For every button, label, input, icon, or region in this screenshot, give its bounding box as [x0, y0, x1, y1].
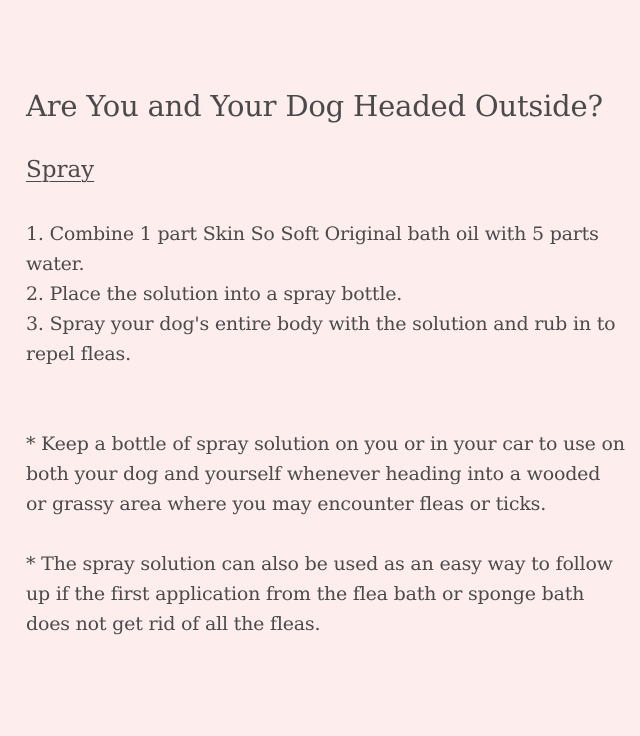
instruction-step: 3. Spray your dog's entire body with the solution and rub in to repel fleas. [26, 313, 616, 365]
notes-section [26, 429, 626, 669]
instruction-step: 2. Place the solution into a spray bottle. [26, 283, 403, 305]
note-paragraph: * The spray solution can also be used as an easy way to follow up if the first application from the flea bath or sponge bath does not get rid of all the fleas. [26, 553, 613, 635]
instruction-step: 1. Combine 1 part Skin So Soft Original bath oil with 5 parts water. [26, 223, 599, 275]
note-paragraph: * Keep a bottle of spray solution on you or in your car to use on both your dog and yourself whenever heading into a wooded or grassy area where you may encounter fleas or ticks. [26, 433, 625, 515]
spray-section-link[interactable]: Spray [26, 157, 95, 183]
instruction-list [26, 219, 626, 369]
article-title: Are You and Your Dog Headed Outside? [26, 89, 603, 123]
